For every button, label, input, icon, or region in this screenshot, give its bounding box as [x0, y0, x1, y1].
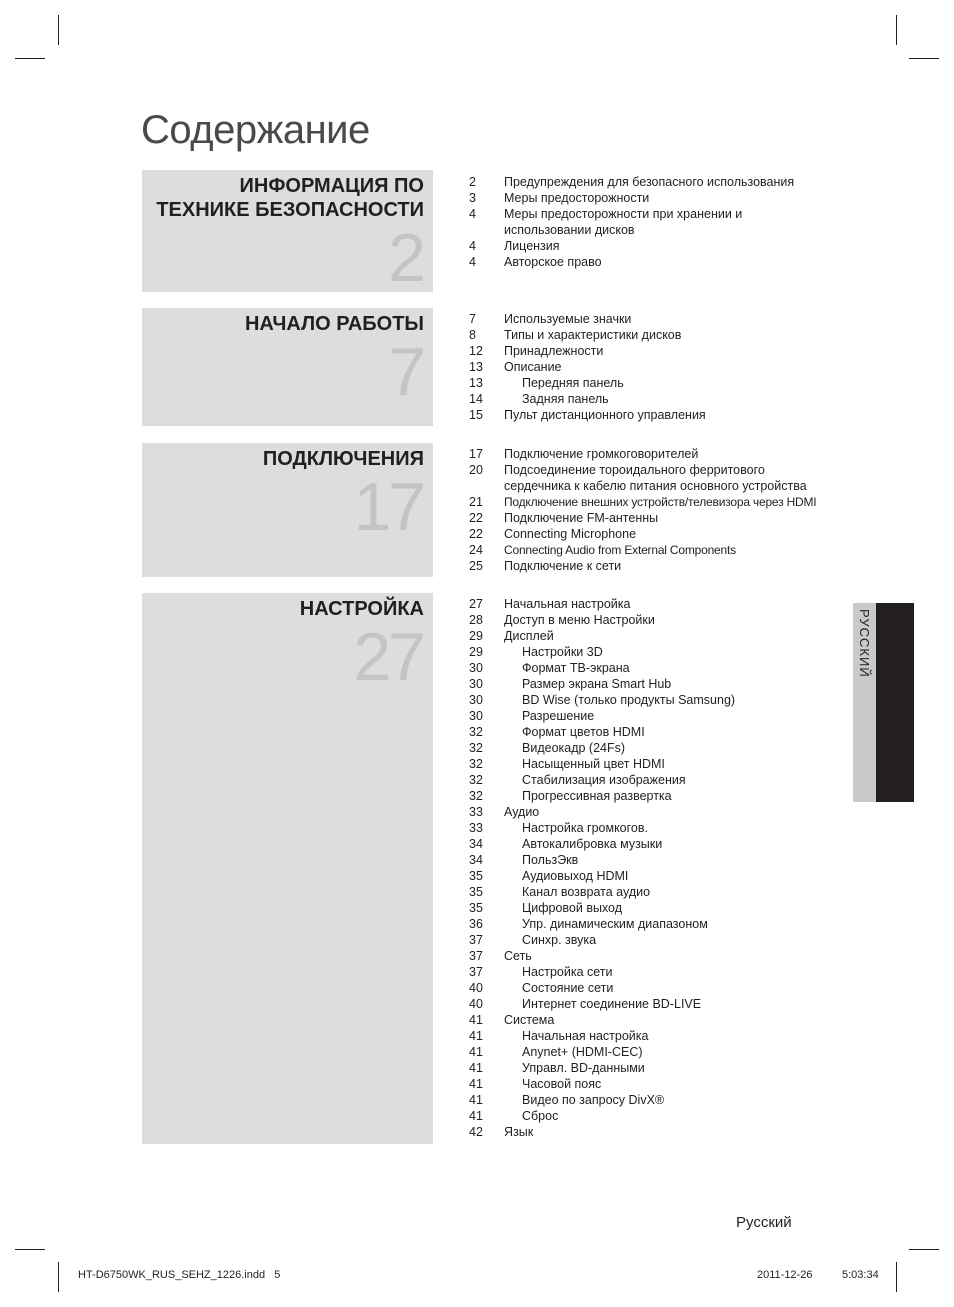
toc-text: сердечника к кабелю питания основного устройства	[504, 479, 807, 493]
toc-entry[interactable]	[469, 948, 849, 964]
toc-page: 35	[469, 869, 483, 883]
footer-language: Русский	[736, 1214, 792, 1231]
toc-list-setup	[469, 596, 849, 1140]
toc-entry[interactable]	[469, 1124, 849, 1140]
toc-page: 13	[469, 376, 483, 390]
toc-text: использовании дисков	[504, 223, 635, 237]
toc-page: 25	[469, 559, 483, 573]
toc-text: Канал возврата аудио	[522, 885, 651, 899]
toc-text: Разрешение	[522, 709, 595, 723]
toc-page: 41	[469, 1013, 483, 1027]
toc-text: Используемые значки	[504, 312, 632, 326]
toc-entry[interactable]	[469, 1012, 849, 1028]
toc-entry[interactable]	[469, 900, 849, 916]
toc-entry[interactable]	[469, 692, 849, 708]
toc-text: Начальная настройка	[504, 597, 631, 611]
toc-entry[interactable]	[469, 628, 849, 644]
toc-page: 7	[469, 312, 476, 326]
toc-text: Anynet+ (HDMI-CEC)	[522, 1045, 643, 1059]
slug-date: 2011-12-26	[757, 1269, 813, 1281]
toc-text: Цифровой выход	[522, 901, 623, 915]
toc-text: Настройка сети	[522, 965, 613, 979]
toc-text: Настройка громкогов.	[522, 821, 648, 835]
toc-entry[interactable]	[469, 558, 849, 574]
section-box-safety	[142, 170, 433, 296]
toc-entry[interactable]	[469, 327, 849, 343]
section-start-page: 27	[353, 619, 423, 695]
toc-entry[interactable]	[469, 1044, 849, 1060]
toc-entry[interactable]	[469, 542, 849, 558]
toc-text: Типы и характеристики дисков	[504, 328, 682, 342]
toc-entry[interactable]	[469, 756, 849, 772]
toc-entry[interactable]	[469, 852, 849, 868]
toc-page: 15	[469, 408, 483, 422]
toc-page: 32	[469, 789, 483, 803]
toc-page: 22	[469, 527, 483, 541]
toc-page: 30	[469, 677, 483, 691]
toc-page: 14	[469, 392, 483, 406]
toc-page: 4	[469, 255, 476, 269]
toc-entry[interactable]	[469, 676, 849, 692]
toc-page: 36	[469, 917, 483, 931]
toc-page: 29	[469, 645, 483, 659]
toc-entry[interactable]	[469, 343, 849, 359]
toc-page: 34	[469, 837, 483, 851]
toc-page: 32	[469, 741, 483, 755]
toc-text: Видео по запросу DivX®	[522, 1093, 665, 1107]
toc-text: Управл. BD-данными	[522, 1061, 645, 1075]
toc-page: 12	[469, 344, 483, 358]
toc-text: Описание	[504, 360, 562, 374]
toc-text: Формат цветов HDMI	[522, 725, 645, 739]
toc-page: 30	[469, 693, 483, 707]
toc-text: Насыщенный цвет HDMI	[522, 757, 665, 771]
page-title: Содержание	[141, 108, 370, 152]
toc-entry[interactable]	[469, 804, 849, 820]
toc-entry[interactable]	[469, 724, 849, 740]
toc-page: 41	[469, 1061, 483, 1075]
toc-text: Начальная настройка	[522, 1029, 649, 1043]
crop-mark	[15, 58, 45, 59]
toc-page: 37	[469, 965, 483, 979]
toc-entry[interactable]	[469, 478, 849, 494]
toc-text: Прогрессивная развертка	[522, 789, 672, 803]
toc-page: 4	[469, 207, 476, 221]
toc-page: 32	[469, 757, 483, 771]
toc-text: Меры предосторожности	[504, 191, 650, 205]
toc-text: BD Wise (только продукты Samsung)	[522, 693, 736, 707]
toc-entry[interactable]	[469, 836, 849, 852]
toc-text: Принадлежности	[504, 344, 604, 358]
language-tab-label	[853, 603, 876, 802]
toc-entry[interactable]	[469, 494, 849, 510]
toc-entry[interactable]	[469, 660, 849, 676]
section-title: ИНФОРМАЦИЯ ПО ТЕХНИКЕ БЕЗОПАСНОСТИ	[156, 175, 424, 221]
toc-entry[interactable]	[469, 916, 849, 932]
section-start-page: 17	[353, 469, 423, 545]
toc-text: Стабилизация изображения	[522, 773, 686, 787]
toc-entry[interactable]	[469, 612, 849, 628]
toc-entry[interactable]	[469, 311, 849, 327]
toc-text: Предупреждения для безопасного использования	[504, 175, 795, 189]
toc-text: Подключение громкоговорителей	[504, 447, 699, 461]
toc-entry[interactable]	[469, 1092, 849, 1108]
toc-page: 32	[469, 725, 483, 739]
toc-page: 42	[469, 1125, 483, 1139]
toc-text: ПользЭкв	[522, 853, 579, 867]
toc-entry[interactable]	[469, 740, 849, 756]
toc-text: Передняя панель	[522, 376, 624, 390]
toc-entry[interactable]	[469, 174, 849, 190]
toc-page: 41	[469, 1109, 483, 1123]
toc-entry[interactable]	[469, 884, 849, 900]
toc-entry[interactable]	[469, 980, 849, 996]
toc-text: Меры предосторожности при хранении и	[504, 207, 743, 221]
language-tab-text: РУССКИЙ	[857, 609, 872, 678]
toc-page: 4	[469, 239, 476, 253]
toc-list-connections	[469, 446, 849, 574]
toc-entry[interactable]	[469, 190, 849, 206]
toc-text: Язык	[504, 1125, 534, 1139]
toc-entry[interactable]	[469, 1076, 849, 1092]
section-start-page: 7	[388, 334, 423, 410]
slug-time: 5:03:34	[842, 1269, 879, 1281]
toc-entry[interactable]	[469, 254, 849, 270]
toc-page: 28	[469, 613, 483, 627]
toc-text: Доступ в меню Настройки	[504, 613, 655, 627]
toc-text: Видеокадр (24Fs)	[522, 741, 626, 755]
crop-mark	[896, 15, 897, 45]
toc-entry[interactable]	[469, 462, 849, 478]
toc-entry[interactable]	[469, 1060, 849, 1076]
toc-page: 22	[469, 511, 483, 525]
toc-text: Формат ТВ-экрана	[522, 661, 630, 675]
toc-text: Подключение внешних устройств/телевизора через HDMI	[504, 495, 817, 509]
toc-entry[interactable]	[469, 222, 849, 238]
section-box-setup	[142, 593, 433, 1144]
section-title: НАЧАЛО РАБОТЫ	[244, 313, 424, 335]
toc-text: Аудиовыход HDMI	[522, 869, 629, 883]
toc-page: 32	[469, 773, 483, 787]
toc-text: Дисплей	[504, 629, 554, 643]
toc-entry[interactable]	[469, 868, 849, 884]
toc-entry[interactable]	[469, 788, 849, 804]
toc-entry[interactable]	[469, 932, 849, 948]
toc-text: Connecting Microphone	[504, 527, 637, 541]
toc-text: Задняя панель	[522, 392, 609, 406]
toc-entry[interactable]	[469, 446, 849, 462]
section-title: НАСТРОЙКА	[299, 598, 424, 620]
toc-entry[interactable]	[469, 596, 849, 612]
toc-entry[interactable]	[469, 359, 849, 375]
toc-page: 24	[469, 543, 483, 557]
toc-text: Настройки 3D	[522, 645, 603, 659]
toc-entry[interactable]	[469, 206, 849, 222]
toc-entry[interactable]	[469, 510, 849, 526]
toc-text: Сброс	[522, 1109, 559, 1123]
toc-entry[interactable]	[469, 1028, 849, 1044]
toc-list-getting-started	[469, 311, 849, 423]
language-side-tab	[853, 603, 914, 802]
toc-text: Часовой пояс	[522, 1077, 602, 1091]
toc-page: 27	[469, 597, 483, 611]
toc-entry[interactable]	[469, 407, 849, 423]
toc-text: Синхр. звука	[522, 933, 597, 947]
toc-text: Упр. динамическим диапазоном	[522, 917, 708, 931]
toc-entry[interactable]	[469, 526, 849, 542]
toc-text: Авторское право	[504, 255, 602, 269]
section-box-getting-started	[142, 308, 433, 426]
toc-page: 35	[469, 885, 483, 899]
crop-mark	[909, 58, 939, 59]
toc-entry[interactable]	[469, 644, 849, 660]
crop-mark	[909, 1249, 939, 1250]
toc-entry[interactable]	[469, 391, 849, 407]
toc-page: 41	[469, 1077, 483, 1091]
toc-entry[interactable]	[469, 238, 849, 254]
toc-page: 41	[469, 1093, 483, 1107]
toc-text: Подсоединение тороидального ферритового	[504, 463, 765, 477]
toc-entry[interactable]	[469, 772, 849, 788]
toc-entry[interactable]	[469, 1108, 849, 1124]
crop-mark	[58, 15, 59, 45]
section-start-page: 2	[388, 220, 423, 296]
toc-entry[interactable]	[469, 708, 849, 724]
toc-page: 13	[469, 360, 483, 374]
toc-text: Пульт дистанционного управления	[504, 408, 706, 422]
toc-page: 2	[469, 175, 476, 189]
toc-page: 37	[469, 933, 483, 947]
toc-page: 34	[469, 853, 483, 867]
toc-page: 40	[469, 981, 483, 995]
toc-page: 30	[469, 709, 483, 723]
toc-page: 21	[469, 495, 483, 509]
toc-text: Лицензия	[504, 239, 560, 253]
toc-page: 8	[469, 328, 476, 342]
toc-page: 41	[469, 1045, 483, 1059]
toc-text: Подключение к сети	[504, 559, 622, 573]
section-title: ПОДКЛЮЧЕНИЯ	[262, 448, 424, 470]
toc-page: 37	[469, 949, 483, 963]
toc-text: Система	[504, 1013, 555, 1027]
toc-page: 33	[469, 805, 483, 819]
toc-text: Аудио	[504, 805, 540, 819]
slug-file: HT-D6750WK_RUS_SEHZ_1226.indd 5	[78, 1269, 281, 1281]
toc-text: Подключение FM-антенны	[504, 511, 659, 525]
toc-text: Размер экрана Smart Hub	[522, 677, 672, 691]
toc-entry[interactable]	[469, 996, 849, 1012]
toc-entry[interactable]	[469, 820, 849, 836]
toc-text: Сеть	[504, 949, 532, 963]
toc-entry[interactable]	[469, 375, 849, 391]
toc-page: 29	[469, 629, 483, 643]
toc-text: Connecting Audio from External Components	[504, 543, 736, 557]
toc-page: 20	[469, 463, 483, 477]
toc-page: 41	[469, 1029, 483, 1043]
crop-mark	[15, 1249, 45, 1250]
crop-mark	[58, 1262, 59, 1292]
toc-list-safety	[469, 174, 849, 270]
toc-text: Автокалибровка музыки	[522, 837, 663, 851]
toc-page: 40	[469, 997, 483, 1011]
toc-page: 3	[469, 191, 476, 205]
toc-page: 33	[469, 821, 483, 835]
toc-text: Интернет соединение BD-LIVE	[522, 997, 702, 1011]
toc-page: 17	[469, 447, 483, 461]
toc-page: 35	[469, 901, 483, 915]
language-tab-marker	[876, 603, 914, 802]
section-box-connections	[142, 443, 433, 577]
crop-mark	[896, 1262, 897, 1292]
toc-page: 30	[469, 661, 483, 675]
toc-text: Состояние сети	[522, 981, 614, 995]
toc-entry[interactable]	[469, 964, 849, 980]
